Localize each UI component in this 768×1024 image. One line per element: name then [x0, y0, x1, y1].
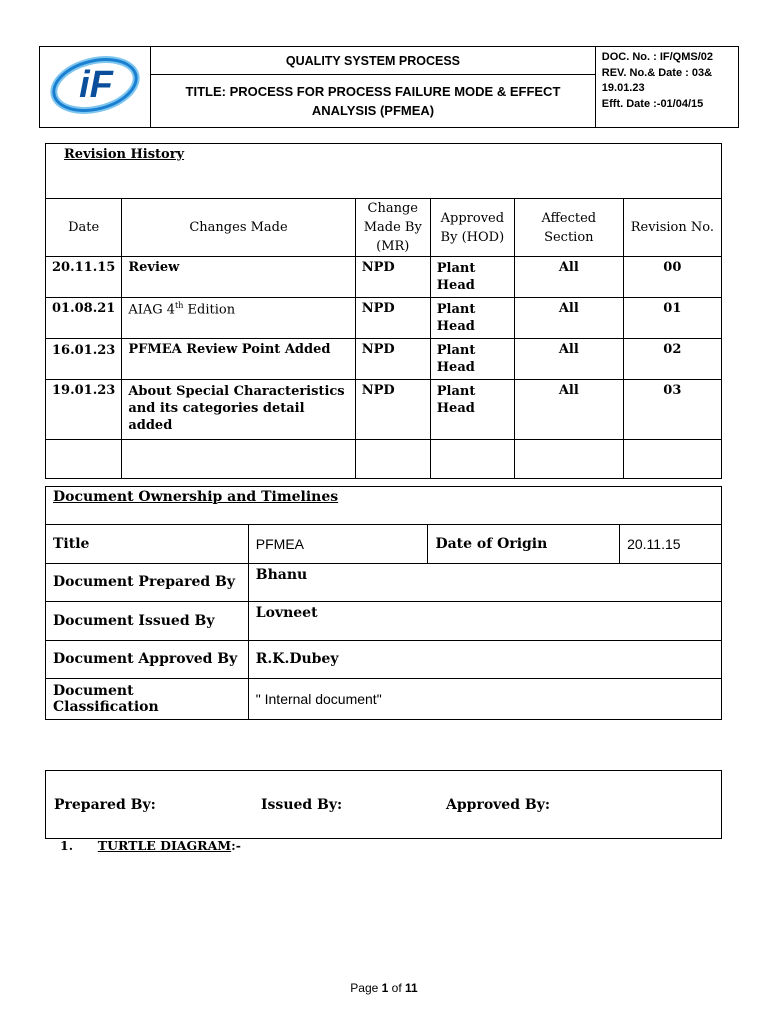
row-date: 19.01.23: [46, 380, 122, 440]
header-revision: Revision No.: [623, 199, 721, 257]
approved-label: Document Approved By: [46, 640, 249, 679]
ownership-row: [46, 602, 722, 641]
doc-number: DOC. No. : IF/QMS/02: [601, 51, 714, 63]
origin-value: 20.11.15: [620, 525, 722, 564]
title-value: PFMEA: [248, 525, 428, 564]
issued-value: Lovneet: [248, 602, 721, 641]
origin-label: Date of Origin: [428, 525, 620, 564]
row-changes: AIAG 4th Edition: [122, 298, 355, 339]
row-made-by: NPD: [355, 298, 430, 339]
classification-value: " Internal document": [248, 679, 721, 720]
prepared-label: Document Prepared By: [46, 563, 249, 602]
section-title: TURTLE DIAGRAM: [97, 838, 232, 853]
ownership-row: [46, 679, 722, 720]
page-number: 1: [381, 981, 389, 995]
row-date: 01.08.21: [46, 298, 122, 339]
prepared-value: Bhanu: [248, 563, 721, 602]
section-number: 1.: [60, 838, 74, 853]
row-approved-by: Plant Head: [430, 339, 514, 380]
signature-box: [45, 770, 722, 839]
issued-by-label: Issued By:: [261, 797, 343, 813]
row-date: 16.01.23: [46, 339, 122, 380]
header-approved-by: Approved By (HOD): [430, 199, 514, 257]
issued-label: Document Issued By: [46, 602, 249, 641]
row-date: 20.11.15: [46, 257, 122, 298]
ownership-row: [46, 525, 722, 564]
prepared-by-label: Prepared By:: [54, 797, 156, 813]
header-changes: Changes Made: [122, 199, 355, 257]
document-title: TITLE: PROCESS FOR PROCESS FAILURE MODE & EFFECT ANALYSIS (PFMEA): [151, 75, 596, 128]
row-revision: 00: [623, 257, 721, 298]
ownership-table: [45, 486, 722, 720]
row-approved-by: Plant Head: [430, 298, 514, 339]
page-total: 11: [405, 981, 418, 995]
title-label: Title: [46, 525, 249, 564]
ownership-row: [46, 563, 722, 602]
page-footer: [0, 981, 768, 995]
effective-date: Efft. Date :-01/04/15: [601, 97, 704, 110]
row-affected: All: [514, 380, 623, 440]
revision-history-table: [45, 143, 722, 479]
row-changes: PFMEA Review Point Added: [122, 339, 355, 380]
row-affected: All: [514, 257, 623, 298]
table-row: [46, 298, 722, 339]
table-header-row: [46, 199, 722, 257]
revision-history-title: Revision History: [46, 144, 722, 199]
table-row: [46, 339, 722, 380]
row-made-by: NPD: [355, 380, 430, 440]
document-header: [39, 46, 739, 128]
row-revision: 01: [623, 298, 721, 339]
footer-prefix: Page: [350, 981, 382, 995]
row-approved-by: Plant Head: [430, 257, 514, 298]
ownership-title: Document Ownership and Timelines: [46, 487, 722, 525]
company-logo-icon: [49, 52, 141, 118]
system-title: QUALITY SYSTEM PROCESS: [151, 47, 596, 75]
section-suffix: :-: [231, 838, 241, 853]
row-approved-by: Plant Head: [430, 380, 514, 440]
revision-number: REV. No.& Date : 03&: [601, 66, 713, 79]
row-changes: Review: [122, 257, 355, 298]
svg-text:iF: iF: [79, 64, 113, 106]
row-made-by: NPD: [355, 339, 430, 380]
row-revision: 03: [623, 380, 721, 440]
row-revision: 02: [623, 339, 721, 380]
header-made-by: Change Made By (MR): [355, 199, 430, 257]
classification-label: Document Classification: [46, 679, 249, 720]
row-affected: All: [514, 339, 623, 380]
section-heading: [60, 838, 241, 853]
approved-value: R.K.Dubey: [248, 640, 721, 679]
approved-by-label: Approved By:: [446, 797, 550, 813]
footer-middle: of: [388, 981, 406, 995]
table-row: [46, 257, 722, 298]
doc-info: [595, 47, 738, 128]
company-logo-cell: [40, 47, 151, 128]
header-affected: Affected Section: [514, 199, 623, 257]
ownership-row: [46, 640, 722, 679]
row-made-by: NPD: [355, 257, 430, 298]
table-row-empty: [46, 440, 722, 479]
header-date: Date: [46, 199, 122, 257]
revision-date: 19.01.23: [601, 82, 645, 94]
row-changes: About Special Characteristics and its categories detail added: [122, 380, 355, 440]
table-row: [46, 380, 722, 440]
row-affected: All: [514, 298, 623, 339]
